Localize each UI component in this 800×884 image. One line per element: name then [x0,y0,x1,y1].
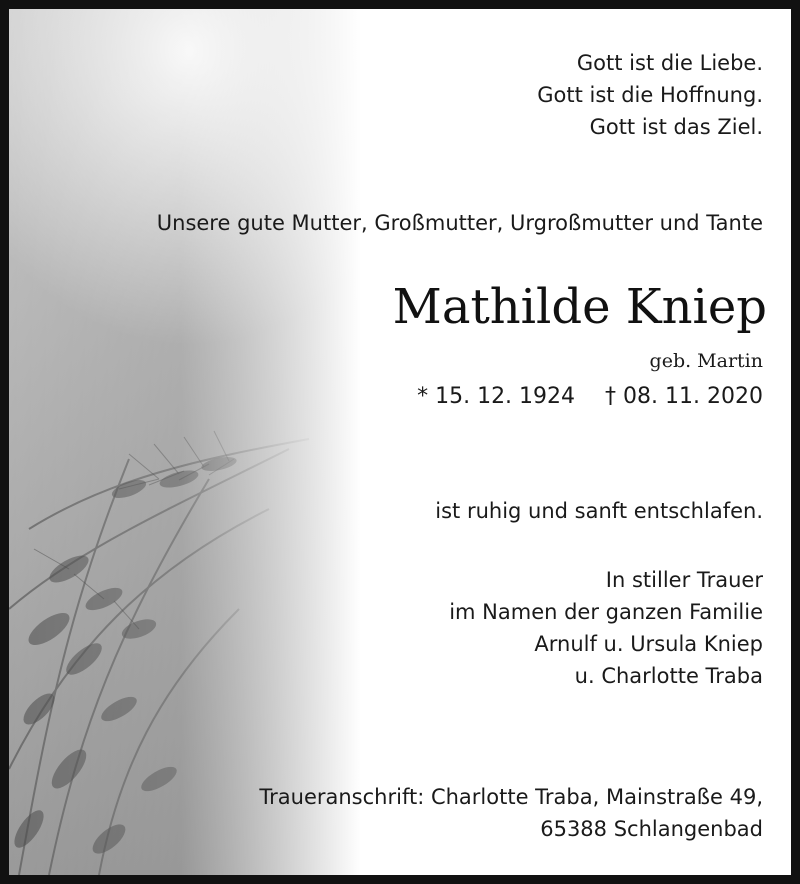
mourners-line: Arnulf u. Ursula Kniep [534,632,763,656]
maiden-name: geb. Martin [649,350,763,372]
intro-text: Unsere gute Mutter, Großmutter, Urgroßmutter und Tante [156,211,763,235]
passing-text: ist ruhig und sanft entschlafen. [435,499,763,523]
deceased-name: Mathilde Kniep [392,279,767,335]
motto-line: Gott ist die Hoffnung. [537,83,763,107]
address-line: 65388 Schlangenbad [540,817,763,841]
mourners-block [449,564,763,692]
mourners-line: In stiller Trauer [605,568,763,592]
birth-date: * 15. 12. 1924 [417,384,576,409]
mourners-line: u. Charlotte Traba [574,664,763,688]
mourning-address [259,781,763,845]
death-date: † 08. 11. 2020 [605,384,763,409]
life-dates [417,381,763,413]
motto-verse [537,47,763,143]
address-line: Traueranschrift: Charlotte Traba, Mainstraße 49, [259,785,763,809]
mourners-line: im Namen der ganzen Familie [449,600,763,624]
motto-line: Gott ist die Liebe. [576,51,763,75]
motto-line: Gott ist das Ziel. [589,115,763,139]
